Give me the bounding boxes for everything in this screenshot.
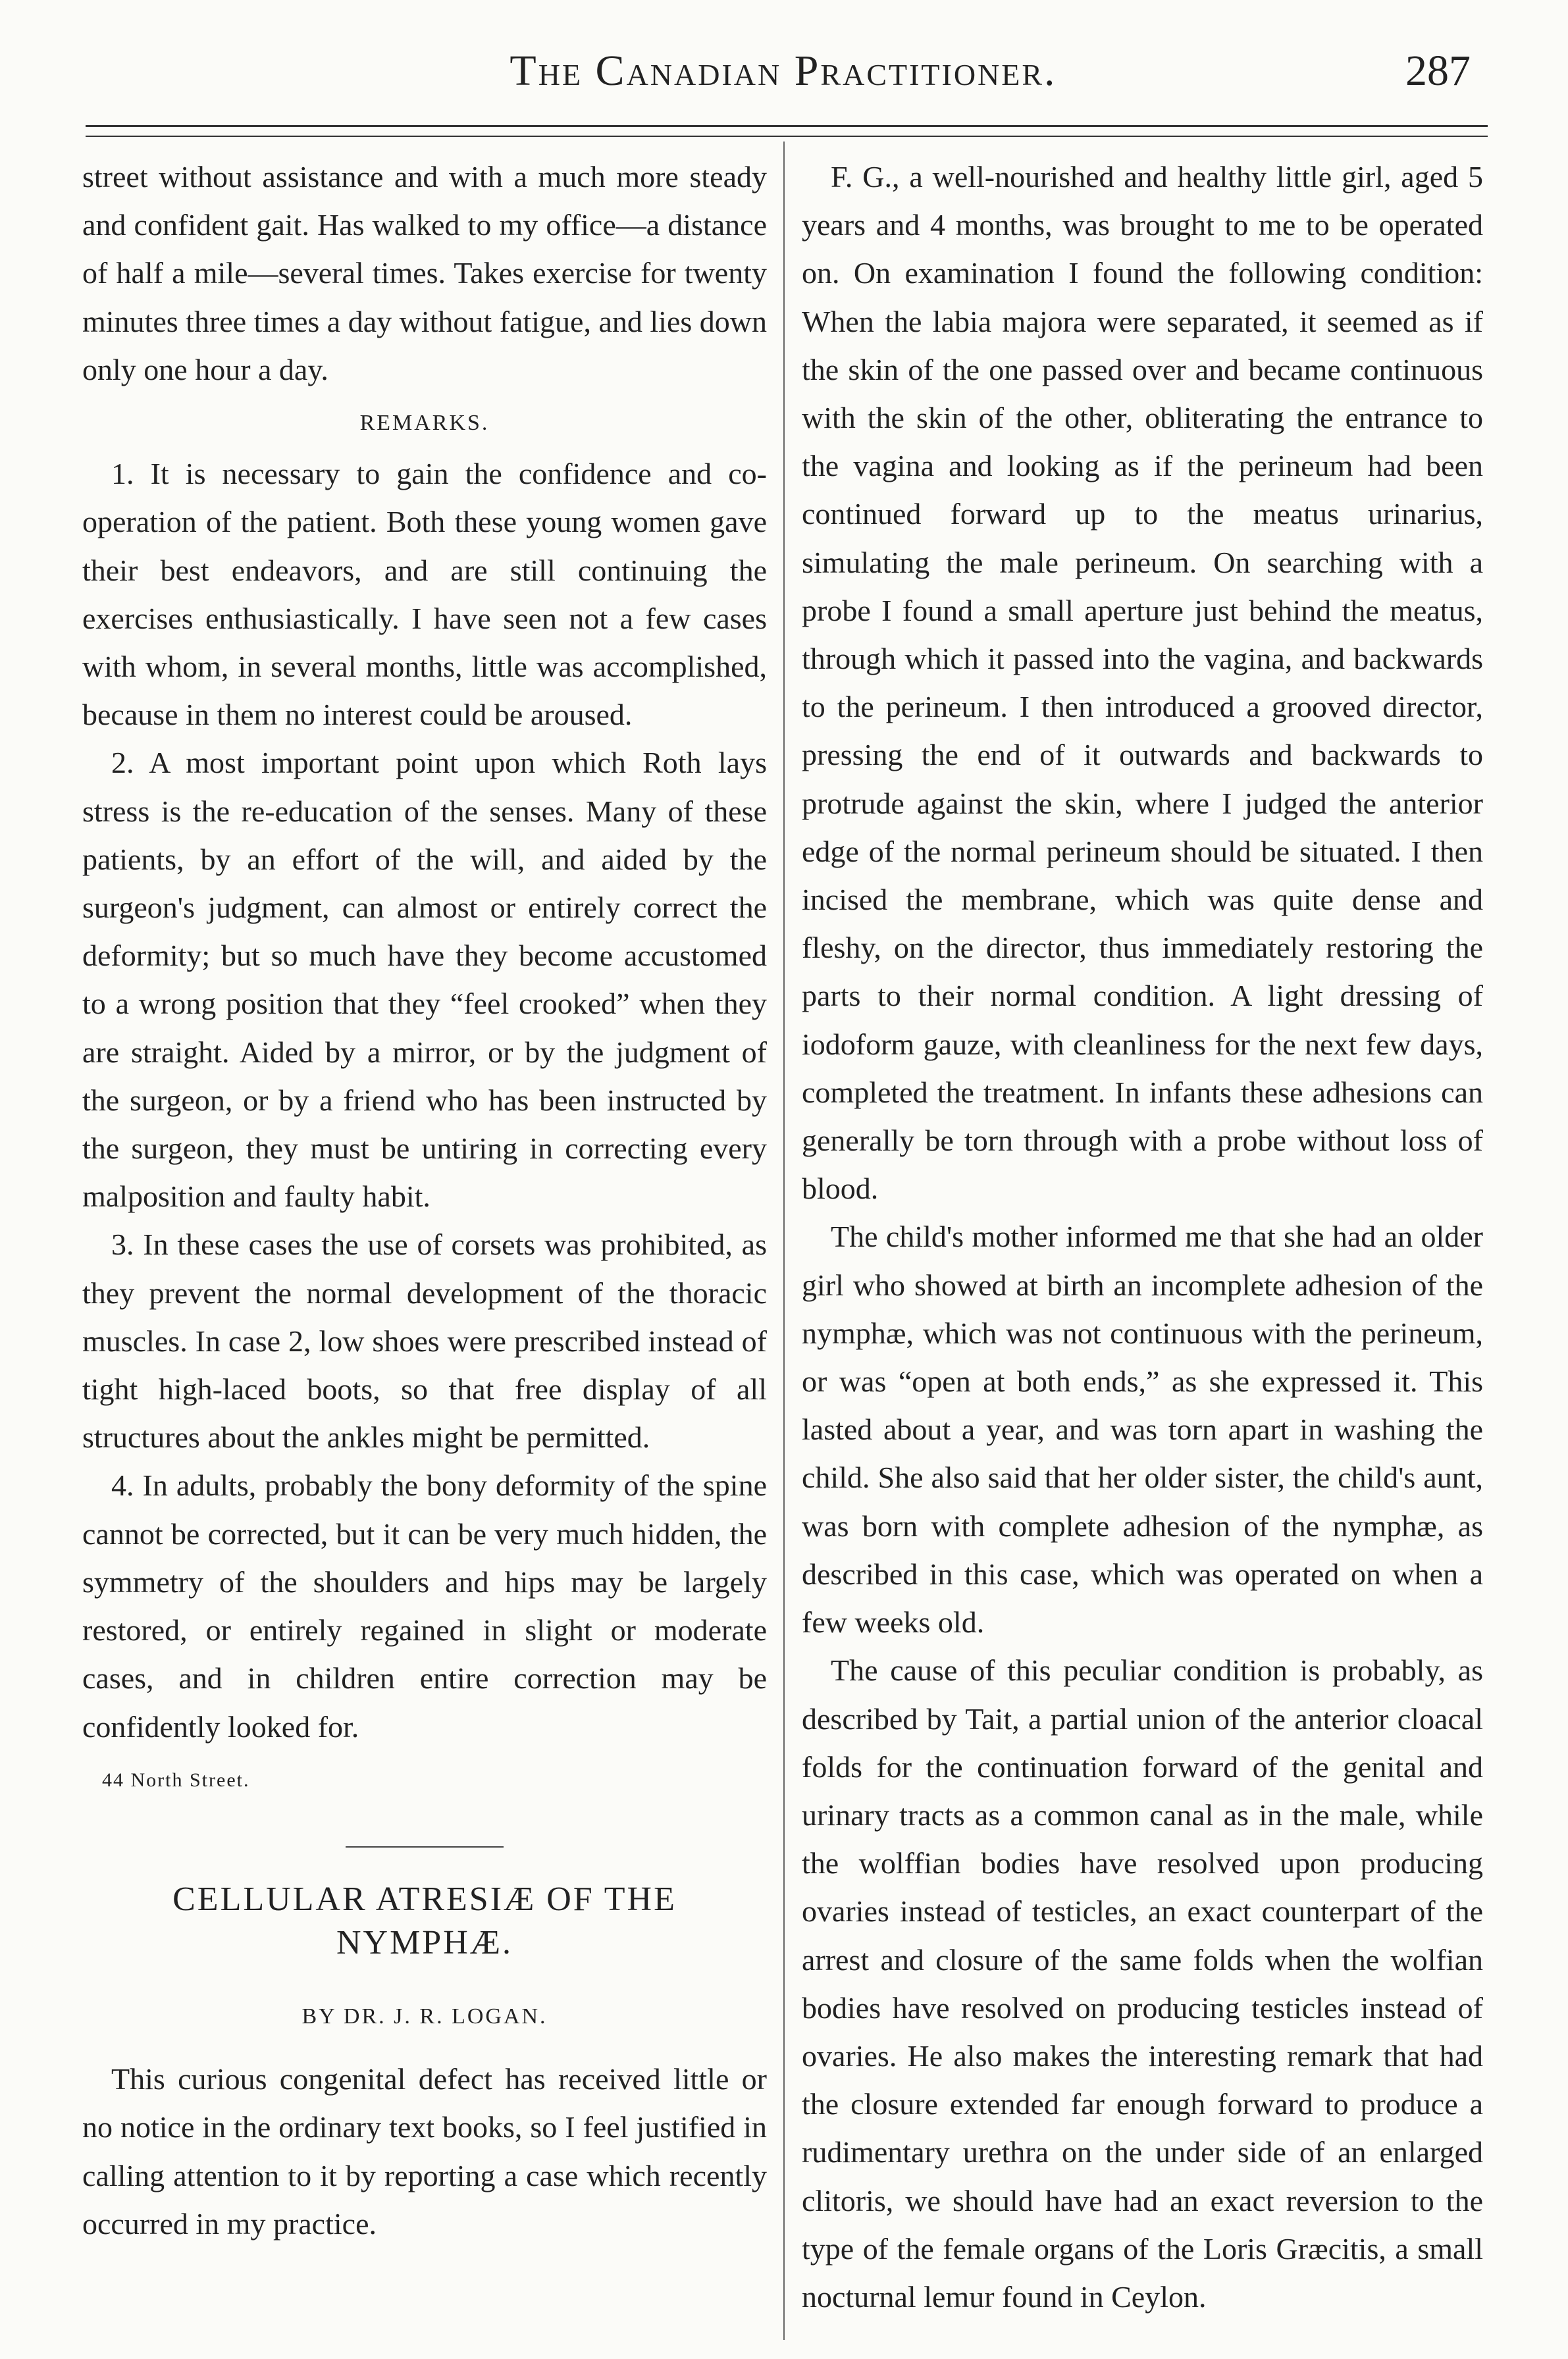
- header-rule-thin: [86, 136, 1488, 137]
- article-intro: This curious congenital defect has received little or no notice in the ordinary text books, so I feel justified in calling attention to it by reporting a case which recently occurred in my practice.: [82, 2062, 767, 2241]
- etiology-discussion: The cause of this peculiar condition is probably, as described by Tait, a partial union of the anterior cloacal folds for the continuation forward of the genital and urinary tracts as a common canal as in the male, while the wolffian bodies have resolved upon producing ovaries instead of testicles, an exact counterpart of the arrest and closure of the same folds when the wolfian bodies have resolved on producing testicles instead of ovaries. He also makes the interesting remark that had the closure extended far enough forward to produce a rudimentary urethra on the under side of an enlarged clitoris, we should have had an exact reversion to the type of the female organs of the Loris Græcitis, a small nocturnal lemur found in Ceylon.: [802, 1653, 1483, 2314]
- article-byline: BY DR. J. R. LOGAN.: [301, 2004, 548, 2029]
- section-divider: [346, 1846, 504, 1848]
- page-number: 287: [1405, 47, 1471, 95]
- left-column: [82, 153, 767, 2248]
- remarks-heading: REMARKS.: [359, 411, 490, 436]
- continued-paragraph: street without assistance and with a much more steady and confident gait. Has walked to my office—a distance of half a mile—several times. Takes exercise for twenty minutes three times a day without fatigue, and lies down only one hour a day.: [82, 160, 767, 386]
- column-divider: [783, 142, 785, 2340]
- case-report: F. G., a well-nourished and healthy little girl, aged 5 years and 4 months, was brought to me to be operated on. On examination I found the following condition: When the labia majora were separated, it seemed as if the skin of the one passed over and became continuous with the skin of the other, obliterating the entrance to the vagina and looking as if the perineum had been continued forward up to the meatus urinarius, simulating the male perineum. On searching with a probe I found a small aperture just behind the meatus, through which it passed into the vagina, and backwards to the perineum. I then introduced a grooved director, pressing the end of it outwards and backwards to protrude against the skin, where I judged the anterior edge of the normal perineum should be situated. I then incised the membrane, which was quite dense and fleshy, on the director, thus immediately restoring the parts to their normal condition. A light dressing of iodoform gauze, with cleanliness for the next few days, completed the treatment. In infants these adhesions can generally be torn through with a probe without loss of blood.: [802, 160, 1483, 1206]
- remark-1: 1. It is necessary to gain the confidence and co-operation of the patient. Both these young women gave their best endeavors, and are still continuing the exercises enthusiastically. I have seen not a few cases with whom, in several months, little was accomplished, because in them no interest could be aroused.: [82, 457, 767, 732]
- remark-2: 2. A most important point upon which Roth lays stress is the re-education of the senses. Many of these patients, by an effort of the will, and aided by the surgeon's judgment, can almost or entirely correct the deformity; but so much have they become accustomed to a wrong position that they “feel crooked” when they are straight. Aided by a mirror, or by the judgment of the surgeon, or by a friend who has been instructed by the surgeon, they must be untiring in correcting every malposition and faulty habit.: [82, 746, 767, 1214]
- article-title: CELLULAR ATRESIÆ OF THE NYMPHÆ.: [172, 1880, 677, 1961]
- author-address: 44 North Street.: [102, 1769, 250, 1791]
- family-history: The child's mother informed me that she had an older girl who showed at birth an incomplete adhesion of the nymphæ, which was not continuous with the perineum, or was “open at both ends,” as she expressed it. This lasted about a year, and was torn apart in washing the child. She also said that her older sister, the child's aunt, was born with complete adhesion of the nymphæ, as described in this case, which was operated on when a few weeks old.: [802, 1220, 1483, 1640]
- remark-4: 4. In adults, probably the bony deformity of the spine cannot be corrected, but it can be very much hidden, the symmetry of the shoulders and hips may be largely restored, or entirely regained in slight or moderate cases, and in children entire correction may be confidently looked for.: [82, 1468, 767, 1744]
- running-head: The Canadian Practitioner.: [510, 47, 1057, 95]
- remark-3: 3. In these cases the use of corsets was prohibited, as they prevent the normal development of the thoracic muscles. In case 2, low shoes were prescribed instead of tight high-laced boots, so that free display of all structures about the ankles might be permitted.: [82, 1228, 767, 1455]
- header-rule: [86, 125, 1488, 127]
- right-column: [802, 153, 1483, 2321]
